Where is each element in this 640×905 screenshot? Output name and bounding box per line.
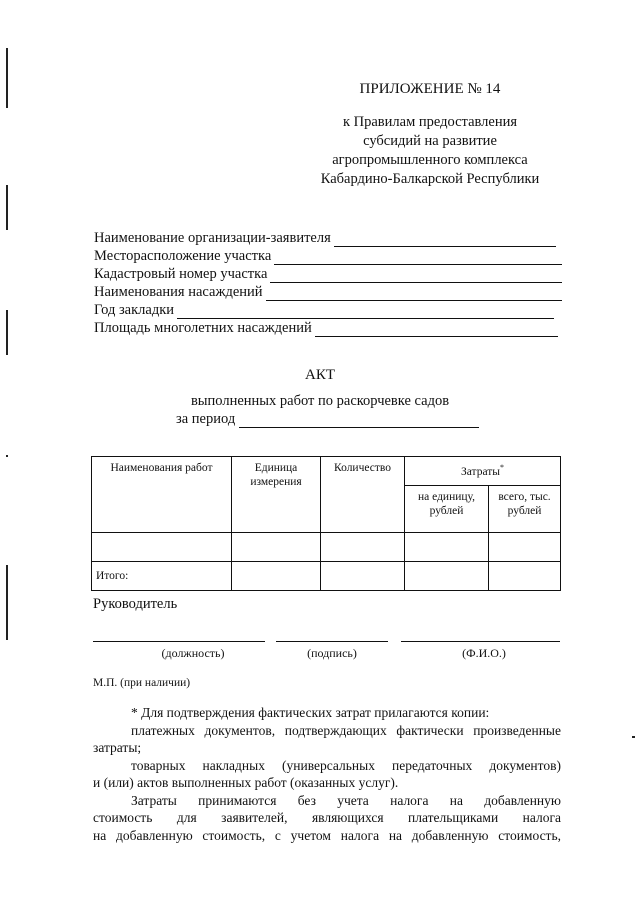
appendix-line: субсидий на развитие — [363, 133, 497, 149]
field-label: Наименования насаждений — [94, 284, 263, 300]
col-header-total: всего, тыс. рублей — [489, 486, 561, 533]
appendix-header — [300, 80, 560, 189]
field-label: Кадастровый номер участка — [94, 266, 268, 282]
scan-edge-mark — [632, 736, 635, 738]
period-field — [176, 411, 479, 428]
note-paragraph: товарных накладных (универсальных передаточных документов) — [131, 757, 561, 773]
col-header-per-unit: на единицу, рублей — [405, 486, 489, 533]
period-label: за период — [176, 411, 236, 427]
field-cadastral-number — [94, 265, 562, 283]
fill-line[interactable] — [270, 270, 562, 283]
works-table — [91, 456, 561, 591]
table-cell[interactable] — [232, 562, 321, 591]
field-label: Месторасположение участка — [94, 248, 272, 264]
name-caption: (Ф.И.О.) — [462, 646, 506, 660]
footnotes — [93, 704, 561, 844]
table-total-row — [92, 562, 561, 591]
note-paragraph: стоимость для заявителей, являющихся плательщиками налога — [93, 810, 561, 825]
appendix-line: агропромышленного комплекса — [332, 152, 528, 168]
table-row — [92, 533, 561, 562]
col-header-work-name: Наименования работ — [92, 457, 232, 533]
table-cell[interactable] — [321, 533, 405, 562]
name-line[interactable] — [401, 641, 560, 642]
scan-edge-mark — [6, 185, 8, 230]
note-paragraph: и (или) актов выполненных работ (оказанных услуг). — [93, 775, 399, 790]
scan-edge-mark — [6, 455, 8, 457]
table-cell[interactable] — [489, 562, 561, 591]
position-caption: (должность) — [161, 646, 225, 660]
field-label: Год закладки — [94, 302, 175, 318]
fill-line[interactable] — [274, 252, 562, 265]
note-paragraph: затраты; — [93, 740, 142, 755]
field-label: Наименование организации-заявителя — [94, 230, 331, 246]
head-label: Руководитель — [93, 596, 178, 612]
field-organization — [94, 229, 562, 247]
fill-line[interactable] — [334, 234, 556, 247]
note-paragraph: платежных документов, подтверждающих фактически произведенные — [131, 722, 561, 738]
period-fill-line[interactable] — [239, 415, 479, 428]
table-cell[interactable] — [489, 533, 561, 562]
costs-footnote-mark: * — [500, 463, 505, 472]
table-cell[interactable] — [405, 562, 489, 591]
signature-caption: (подпись) — [307, 646, 357, 660]
table-cell[interactable] — [92, 533, 232, 562]
total-label: Итого: — [92, 562, 232, 591]
col-header-quantity: Количество — [321, 457, 405, 533]
appendix-line: к Правилам предоставления — [342, 114, 518, 130]
field-plantings — [94, 283, 562, 301]
field-label: Площадь многолетних насаждений — [94, 320, 312, 336]
act-subtitle: выполненных работ по раскорчевке садов — [190, 393, 450, 409]
act-title: АКТ — [305, 367, 335, 383]
table-cell[interactable] — [321, 562, 405, 591]
position-line[interactable] — [93, 641, 265, 642]
appendix-title: ПРИЛОЖЕНИЕ № 14 — [359, 81, 501, 97]
fill-line[interactable] — [315, 324, 558, 337]
field-year — [94, 301, 562, 319]
col-header-unit: Единица измерения — [232, 457, 321, 533]
table-cell[interactable] — [405, 533, 489, 562]
scan-edge-mark — [6, 565, 8, 640]
fill-line[interactable] — [177, 306, 554, 319]
note-paragraph: на добавленную стоимость, с учетом налога на добавленную стоимость, — [93, 827, 561, 843]
costs-label: Затраты — [460, 465, 501, 478]
note-paragraph: Затраты принимаются без учета налога на добавленную — [131, 792, 561, 808]
applicant-fields — [94, 229, 562, 337]
scan-edge-mark — [6, 310, 8, 355]
footnote-intro: * Для подтверждения фактических затрат прилагаются копии: — [131, 705, 490, 720]
scan-edge-mark — [6, 48, 8, 108]
col-header-costs — [405, 457, 561, 486]
appendix-line: Кабардино-Балкарской Республики — [320, 171, 540, 187]
field-location — [94, 247, 562, 265]
fill-line[interactable] — [266, 288, 562, 301]
stamp-place: М.П. (при наличии) — [93, 677, 191, 689]
signature-line[interactable] — [276, 641, 388, 642]
table-cell[interactable] — [232, 533, 321, 562]
field-area — [94, 319, 562, 337]
